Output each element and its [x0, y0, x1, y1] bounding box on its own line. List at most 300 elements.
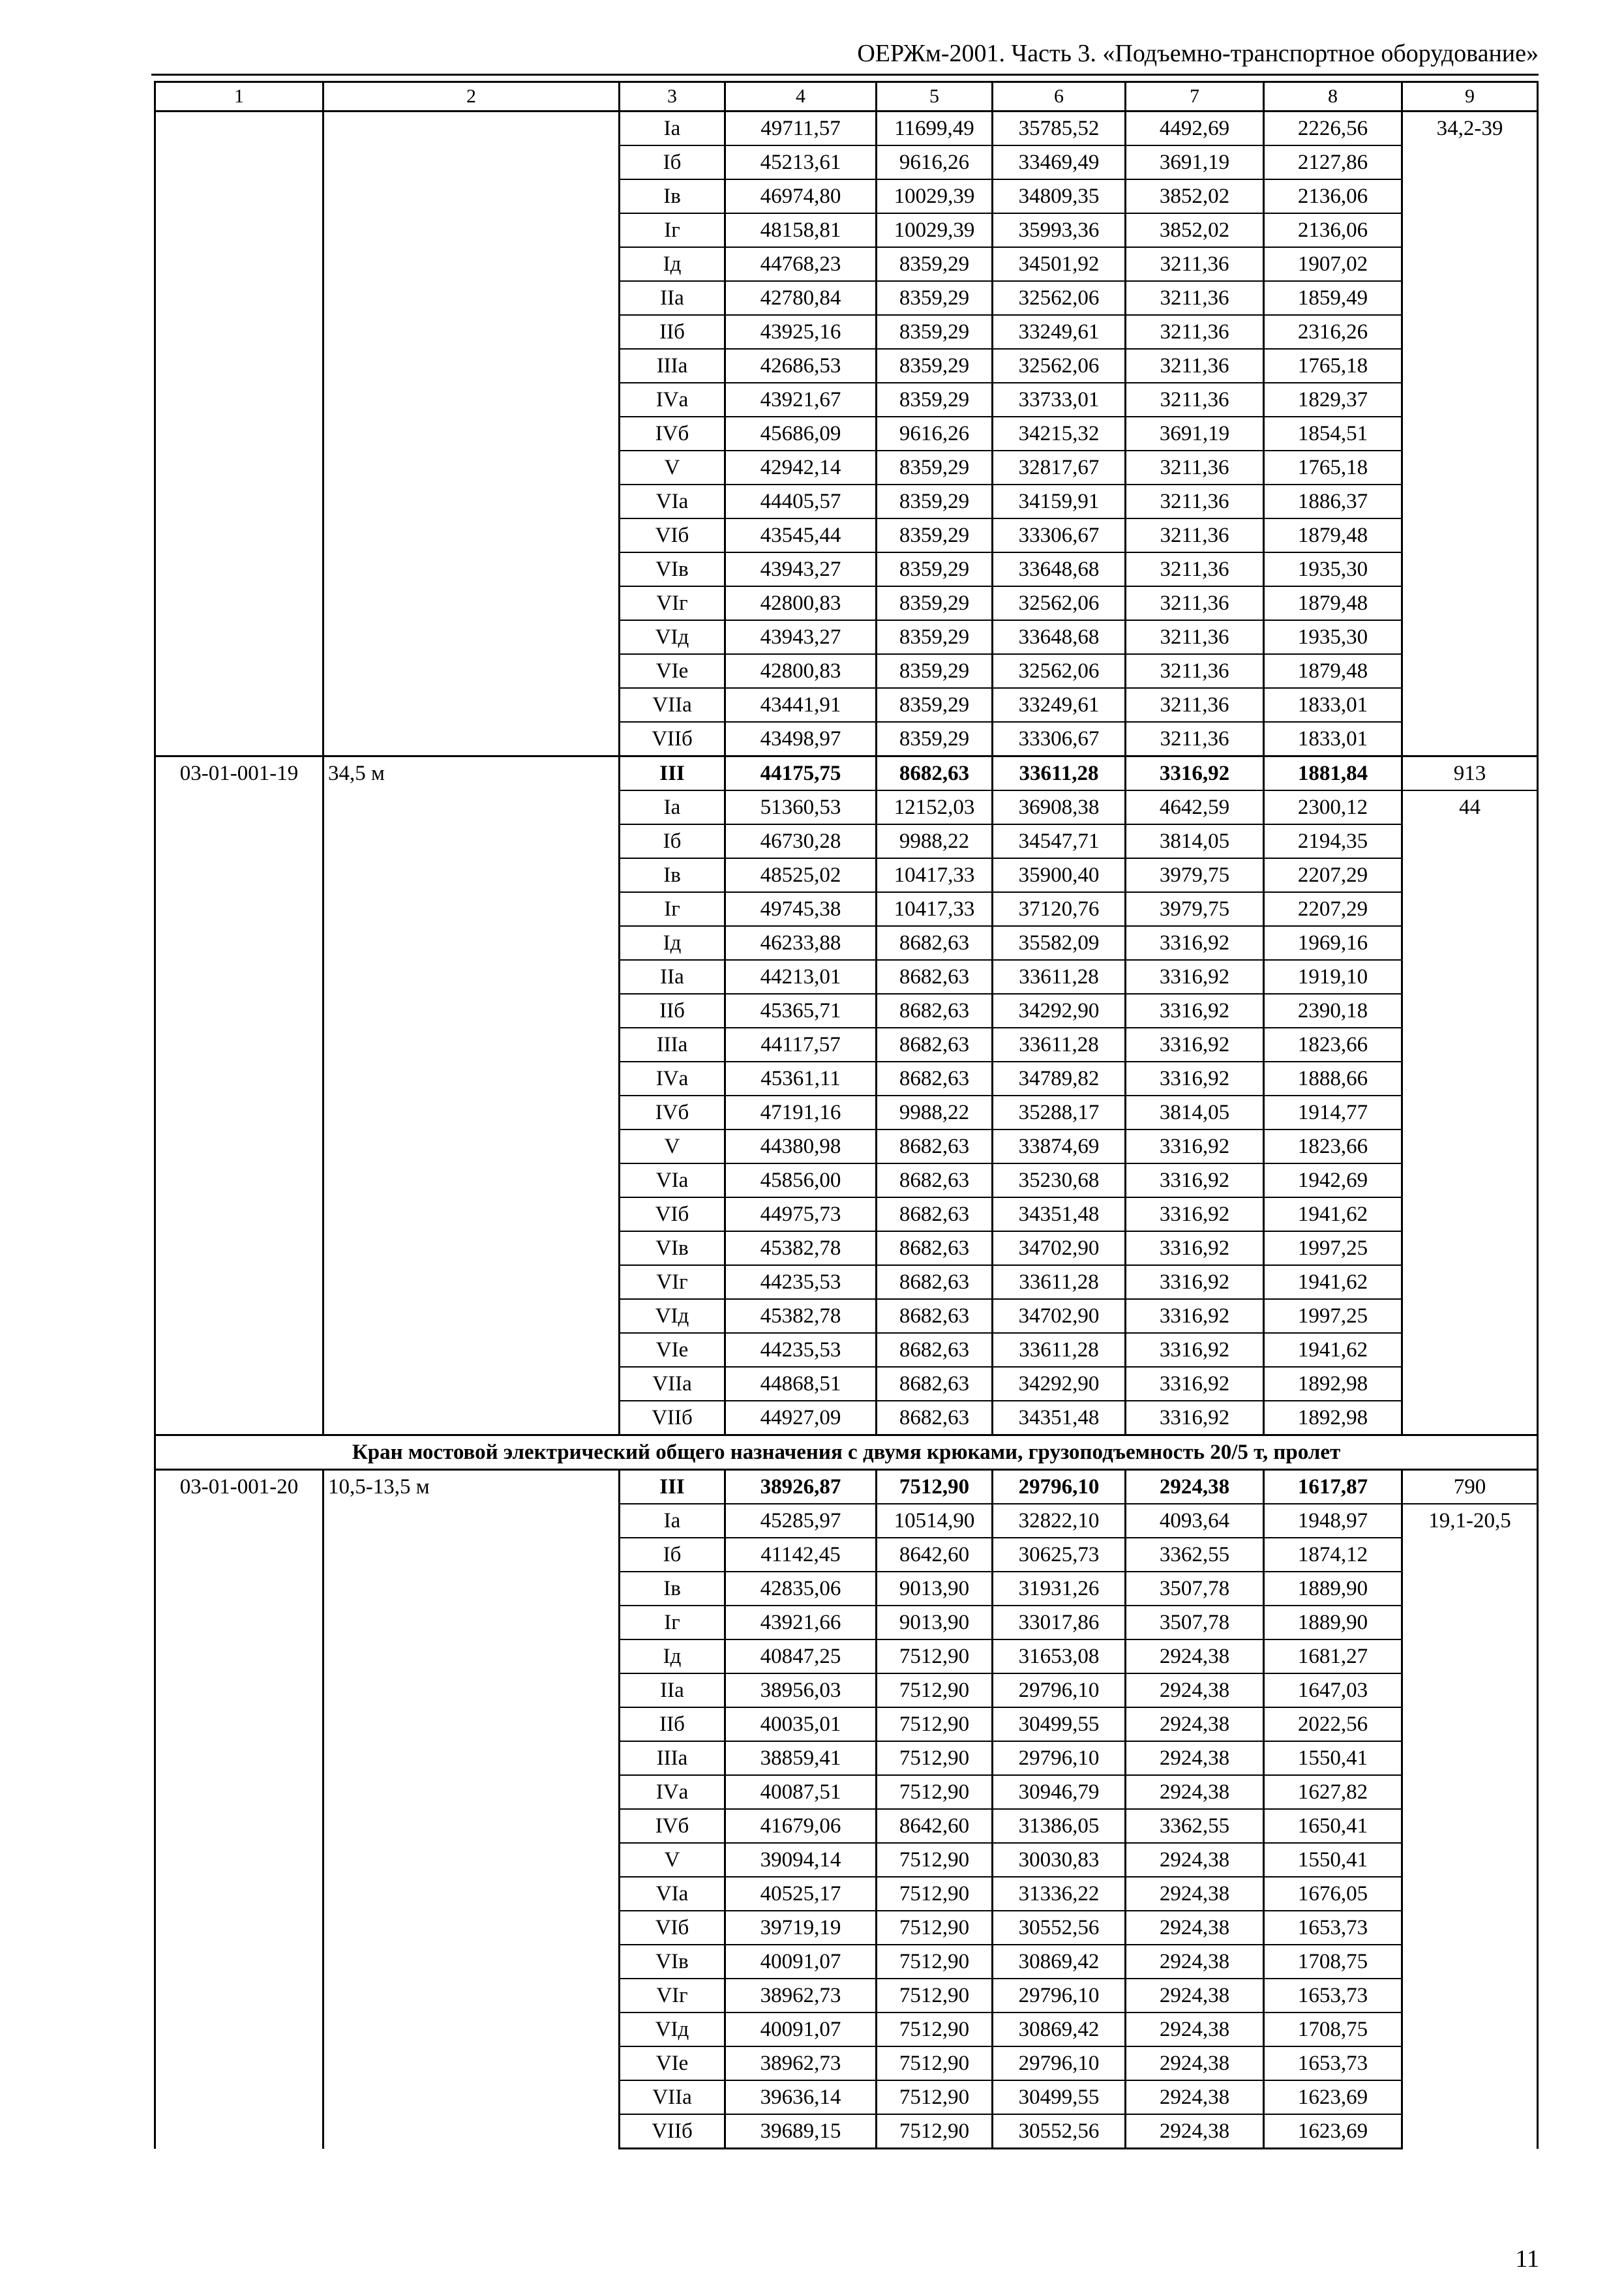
value-cell: 48525,02: [725, 858, 877, 892]
value-cell: 3316,92: [1126, 1163, 1264, 1197]
zone-code: III: [620, 1470, 725, 1504]
value-cell: 3316,92: [1126, 1333, 1264, 1367]
value-cell: 1919,10: [1264, 960, 1402, 994]
value-cell: 1647,03: [1264, 1673, 1402, 1707]
value-cell: 2924,38: [1126, 1979, 1264, 2012]
value-cell: 1942,69: [1264, 1163, 1402, 1197]
value-cell: 8642,60: [877, 1809, 993, 1843]
value-cell: 3362,55: [1126, 1809, 1264, 1843]
zone-code: IVб: [620, 417, 725, 451]
value-cell: 1935,30: [1264, 552, 1402, 586]
value-cell: 9013,90: [877, 1572, 993, 1606]
value-cell: 34702,90: [993, 1231, 1126, 1265]
zone-code: IIа: [620, 1673, 725, 1707]
value-cell: 8359,29: [877, 315, 993, 349]
value-cell: 42686,53: [725, 349, 877, 383]
value-cell: 3211,36: [1126, 315, 1264, 349]
value-cell: 3507,78: [1126, 1606, 1264, 1639]
value-cell: 33611,28: [993, 756, 1126, 791]
value-cell: 41142,45: [725, 1538, 877, 1572]
value-cell: 44235,53: [725, 1333, 877, 1367]
value-cell: 2924,38: [1126, 1673, 1264, 1707]
value-cell: 30030,83: [993, 1843, 1126, 1877]
value-cell: 30499,55: [993, 2080, 1126, 2114]
value-cell: 33469,49: [993, 145, 1126, 179]
value-cell: 3211,36: [1126, 383, 1264, 417]
value-cell: 31336,22: [993, 1877, 1126, 1911]
value-cell: 30552,56: [993, 2114, 1126, 2149]
col9-note: 34,2-39: [1402, 112, 1538, 756]
value-cell: 8682,63: [877, 1163, 993, 1197]
value-cell: 44405,57: [725, 485, 877, 518]
value-cell: 2300,12: [1264, 790, 1402, 824]
zone-code: VIд: [620, 1299, 725, 1333]
zone-code: Iг: [620, 892, 725, 926]
value-cell: 7512,90: [877, 2046, 993, 2080]
value-cell: 3691,19: [1126, 145, 1264, 179]
value-cell: 34501,92: [993, 247, 1126, 281]
value-cell: 2194,35: [1264, 824, 1402, 858]
zone-code: VIе: [620, 654, 725, 688]
zone-code: Iв: [620, 858, 725, 892]
zone-code: IVб: [620, 1096, 725, 1130]
value-cell: 44868,51: [725, 1367, 877, 1401]
item-code: [155, 112, 323, 756]
value-cell: 8682,63: [877, 1367, 993, 1401]
zone-code: VIа: [620, 485, 725, 518]
value-cell: 2226,56: [1264, 112, 1402, 146]
value-cell: 8682,63: [877, 756, 993, 791]
value-cell: 1892,98: [1264, 1367, 1402, 1401]
col9-note: 19,1-20,5: [1402, 1504, 1538, 2149]
value-cell: 1627,82: [1264, 1775, 1402, 1809]
value-cell: 1765,18: [1264, 349, 1402, 383]
value-cell: 9616,26: [877, 417, 993, 451]
page-number: 11: [1515, 2245, 1539, 2273]
zone-code: Iд: [620, 926, 725, 960]
value-cell: 39094,14: [725, 1843, 877, 1877]
value-cell: 2316,26: [1264, 315, 1402, 349]
column-number: 3: [620, 82, 725, 112]
zone-code: VIIб: [620, 2114, 725, 2149]
value-cell: 2924,38: [1126, 1741, 1264, 1775]
value-cell: 33733,01: [993, 383, 1126, 417]
value-cell: 1623,69: [1264, 2114, 1402, 2149]
value-cell: 3814,05: [1126, 1096, 1264, 1130]
value-cell: 3316,92: [1126, 1028, 1264, 1062]
value-cell: 3211,36: [1126, 349, 1264, 383]
section-title-row: [155, 1435, 1538, 1470]
value-cell: 1623,69: [1264, 2080, 1402, 2114]
value-cell: 8359,29: [877, 383, 993, 417]
value-cell: 32562,06: [993, 281, 1126, 315]
value-cell: 9616,26: [877, 145, 993, 179]
value-cell: 43441,91: [725, 688, 877, 722]
value-cell: 7512,90: [877, 1945, 993, 1979]
item-code: 03-01-001-20: [155, 1470, 323, 2149]
value-cell: 8682,63: [877, 1231, 993, 1265]
value-cell: 35900,40: [993, 858, 1126, 892]
value-cell: 3211,36: [1126, 620, 1264, 654]
col9-note: 44: [1402, 790, 1538, 1435]
zone-code: IIб: [620, 1707, 725, 1741]
zone-code: Iг: [620, 213, 725, 247]
value-cell: 48158,81: [725, 213, 877, 247]
value-cell: 11699,49: [877, 112, 993, 146]
zone-code: IIб: [620, 315, 725, 349]
value-cell: 7512,90: [877, 1470, 993, 1504]
value-cell: 33648,68: [993, 552, 1126, 586]
value-cell: 43943,27: [725, 552, 877, 586]
zone-code: VIIа: [620, 688, 725, 722]
zone-code: VIв: [620, 1945, 725, 1979]
value-cell: 3211,36: [1126, 247, 1264, 281]
value-cell: 44213,01: [725, 960, 877, 994]
column-number-row: [155, 82, 1538, 112]
value-cell: 43498,97: [725, 722, 877, 756]
zone-code: VIб: [620, 518, 725, 552]
value-cell: 2924,38: [1126, 2080, 1264, 2114]
value-cell: 39719,19: [725, 1911, 877, 1945]
value-cell: 33249,61: [993, 688, 1126, 722]
zone-code: VIе: [620, 1333, 725, 1367]
value-cell: 3814,05: [1126, 824, 1264, 858]
value-cell: 30869,42: [993, 2012, 1126, 2046]
value-cell: 34215,32: [993, 417, 1126, 451]
value-cell: 44117,57: [725, 1028, 877, 1062]
zone-code: Iд: [620, 1639, 725, 1673]
value-cell: 38859,41: [725, 1741, 877, 1775]
value-cell: 45382,78: [725, 1231, 877, 1265]
value-cell: 7512,90: [877, 2080, 993, 2114]
value-cell: 3852,02: [1126, 213, 1264, 247]
value-cell: 31653,08: [993, 1639, 1126, 1673]
price-table: [154, 81, 1539, 2149]
value-cell: 8359,29: [877, 247, 993, 281]
value-cell: 1708,75: [1264, 2012, 1402, 2046]
zone-code: VIб: [620, 1197, 725, 1231]
value-cell: 3316,92: [1126, 1265, 1264, 1299]
value-cell: 1874,12: [1264, 1538, 1402, 1572]
section-title: Кран мостовой электрический общего назначения с двумя крюками, грузоподъемность 20/5 т, пролет: [155, 1435, 1538, 1470]
value-cell: 42942,14: [725, 451, 877, 485]
value-cell: 3316,92: [1126, 1062, 1264, 1096]
value-cell: 2136,06: [1264, 179, 1402, 213]
value-cell: 2924,38: [1126, 1911, 1264, 1945]
value-cell: 7512,90: [877, 1639, 993, 1673]
column-number: 8: [1264, 82, 1402, 112]
value-cell: 44235,53: [725, 1265, 877, 1299]
value-cell: 34809,35: [993, 179, 1126, 213]
table-row-main: [155, 1470, 1538, 1504]
value-cell: 34292,90: [993, 1367, 1126, 1401]
zone-code: VIд: [620, 2012, 725, 2046]
column-number: 9: [1402, 82, 1538, 112]
value-cell: 29796,10: [993, 1470, 1126, 1504]
value-cell: 3316,92: [1126, 1231, 1264, 1265]
value-cell: 39636,14: [725, 2080, 877, 2114]
zone-code: Iб: [620, 824, 725, 858]
value-cell: 8359,29: [877, 654, 993, 688]
value-cell: 8682,63: [877, 1028, 993, 1062]
zone-code: IIа: [620, 960, 725, 994]
value-cell: 38962,73: [725, 1979, 877, 2012]
value-cell: 8359,29: [877, 620, 993, 654]
value-cell: 1653,73: [1264, 1979, 1402, 2012]
value-cell: 43943,27: [725, 620, 877, 654]
zone-code: Iб: [620, 145, 725, 179]
value-cell: 3362,55: [1126, 1538, 1264, 1572]
value-cell: 8682,63: [877, 1299, 993, 1333]
value-cell: 3316,92: [1126, 1299, 1264, 1333]
value-cell: 34702,90: [993, 1299, 1126, 1333]
value-cell: 3979,75: [1126, 858, 1264, 892]
value-cell: 33611,28: [993, 960, 1126, 994]
value-cell: 2207,29: [1264, 892, 1402, 926]
table-row-main: [155, 756, 1538, 791]
value-cell: 8682,63: [877, 1333, 993, 1367]
zone-code: VIг: [620, 1979, 725, 2012]
value-cell: 46730,28: [725, 824, 877, 858]
value-cell: 43921,66: [725, 1606, 877, 1639]
value-cell: 1889,90: [1264, 1606, 1402, 1639]
value-cell: 7512,90: [877, 1741, 993, 1775]
zone-code: VIб: [620, 1911, 725, 1945]
value-cell: 33017,86: [993, 1606, 1126, 1639]
value-cell: 1879,48: [1264, 654, 1402, 688]
value-cell: 45686,09: [725, 417, 877, 451]
value-cell: 3316,92: [1126, 1197, 1264, 1231]
value-cell: 35230,68: [993, 1163, 1126, 1197]
value-cell: 1765,18: [1264, 451, 1402, 485]
value-cell: 1859,49: [1264, 281, 1402, 315]
value-cell: 1550,41: [1264, 1843, 1402, 1877]
value-cell: 2127,86: [1264, 145, 1402, 179]
value-cell: 2924,38: [1126, 2114, 1264, 2149]
value-cell: 8682,63: [877, 1265, 993, 1299]
zone-code: IVа: [620, 383, 725, 417]
value-cell: 1879,48: [1264, 586, 1402, 620]
value-cell: 34159,91: [993, 485, 1126, 518]
zone-code: VIд: [620, 620, 725, 654]
value-cell: 1881,84: [1264, 756, 1402, 791]
value-cell: 3211,36: [1126, 451, 1264, 485]
value-cell: 32817,67: [993, 451, 1126, 485]
value-cell: 3211,36: [1126, 654, 1264, 688]
value-cell: 33306,67: [993, 518, 1126, 552]
value-cell: 1969,16: [1264, 926, 1402, 960]
value-cell: 8359,29: [877, 485, 993, 518]
value-cell: 8359,29: [877, 688, 993, 722]
value-cell: 32822,10: [993, 1504, 1126, 1538]
value-cell: 40035,01: [725, 1707, 877, 1741]
value-cell: 2924,38: [1126, 1775, 1264, 1809]
value-cell: 51360,53: [725, 790, 877, 824]
value-cell: 3979,75: [1126, 892, 1264, 926]
value-cell: 10417,33: [877, 858, 993, 892]
column-number: 4: [725, 82, 877, 112]
zone-code: VIг: [620, 1265, 725, 1299]
value-cell: 10029,39: [877, 213, 993, 247]
value-cell: 3211,36: [1126, 586, 1264, 620]
zone-code: Iа: [620, 112, 725, 146]
value-cell: 3211,36: [1126, 552, 1264, 586]
value-cell: 8359,29: [877, 518, 993, 552]
value-cell: 1997,25: [1264, 1231, 1402, 1265]
zone-code: Iб: [620, 1538, 725, 1572]
value-cell: 8682,63: [877, 960, 993, 994]
column-number: 1: [155, 82, 323, 112]
zone-code: IIб: [620, 994, 725, 1028]
value-cell: 44380,98: [725, 1130, 877, 1163]
value-cell: 32562,06: [993, 654, 1126, 688]
value-cell: 42835,06: [725, 1572, 877, 1606]
value-cell: 46974,80: [725, 179, 877, 213]
value-cell: 8682,63: [877, 1130, 993, 1163]
header-rule: [151, 74, 1539, 76]
value-cell: 3316,92: [1126, 960, 1264, 994]
value-cell: 3507,78: [1126, 1572, 1264, 1606]
value-cell: 33874,69: [993, 1130, 1126, 1163]
value-cell: 43545,44: [725, 518, 877, 552]
value-cell: 7512,90: [877, 2114, 993, 2149]
item-name: [323, 112, 620, 756]
value-cell: 1653,73: [1264, 2046, 1402, 2080]
value-cell: 1550,41: [1264, 1741, 1402, 1775]
value-cell: 2390,18: [1264, 994, 1402, 1028]
zone-code: VIIб: [620, 1401, 725, 1435]
value-cell: 1948,97: [1264, 1504, 1402, 1538]
zone-code: VIг: [620, 586, 725, 620]
zone-code: VIв: [620, 1231, 725, 1265]
value-cell: 1833,01: [1264, 722, 1402, 756]
value-cell: 40525,17: [725, 1877, 877, 1911]
value-cell: 1892,98: [1264, 1401, 1402, 1435]
value-cell: 34547,71: [993, 824, 1126, 858]
value-cell: 7512,90: [877, 1775, 993, 1809]
value-cell: 2924,38: [1126, 1639, 1264, 1673]
value-cell: 3316,92: [1126, 1130, 1264, 1163]
value-cell: 45856,00: [725, 1163, 877, 1197]
value-cell: 29796,10: [993, 1673, 1126, 1707]
zone-code: III: [620, 756, 725, 791]
value-cell: 33611,28: [993, 1333, 1126, 1367]
value-cell: 8682,63: [877, 926, 993, 960]
value-cell: 35993,36: [993, 213, 1126, 247]
zone-code: IIIа: [620, 1028, 725, 1062]
value-cell: 35288,17: [993, 1096, 1126, 1130]
zone-code: VIв: [620, 552, 725, 586]
column-number: 2: [323, 82, 620, 112]
value-cell: 2207,29: [1264, 858, 1402, 892]
value-cell: 8682,63: [877, 994, 993, 1028]
value-cell: 1941,62: [1264, 1333, 1402, 1367]
value-cell: 30552,56: [993, 1911, 1126, 1945]
table-body: [155, 82, 1538, 2149]
value-cell: 3211,36: [1126, 518, 1264, 552]
value-cell: 10514,90: [877, 1504, 993, 1538]
value-cell: 8359,29: [877, 451, 993, 485]
value-cell: 1907,02: [1264, 247, 1402, 281]
value-cell: 40091,07: [725, 1945, 877, 1979]
value-cell: 1997,25: [1264, 1299, 1402, 1333]
value-cell: 3211,36: [1126, 281, 1264, 315]
value-cell: 34351,48: [993, 1197, 1126, 1231]
value-cell: 2924,38: [1126, 1945, 1264, 1979]
value-cell: 45213,61: [725, 145, 877, 179]
column-number: 6: [993, 82, 1126, 112]
value-cell: 35582,09: [993, 926, 1126, 960]
value-cell: 40087,51: [725, 1775, 877, 1809]
value-cell: 2022,56: [1264, 1707, 1402, 1741]
item-name: 34,5 м: [323, 756, 620, 1435]
value-cell: 33648,68: [993, 620, 1126, 654]
value-cell: 32562,06: [993, 586, 1126, 620]
value-cell: 8682,63: [877, 1401, 993, 1435]
value-cell: 29796,10: [993, 1979, 1126, 2012]
value-cell: 1823,66: [1264, 1130, 1402, 1163]
value-cell: 1889,90: [1264, 1572, 1402, 1606]
value-cell: 10029,39: [877, 179, 993, 213]
value-cell: 33306,67: [993, 722, 1126, 756]
zone-code: IIа: [620, 281, 725, 315]
value-cell: 41679,06: [725, 1809, 877, 1843]
value-cell: 7512,90: [877, 1707, 993, 1741]
value-cell: 3316,92: [1126, 756, 1264, 791]
value-cell: 38962,73: [725, 2046, 877, 2080]
value-cell: 2924,38: [1126, 1470, 1264, 1504]
value-cell: 2924,38: [1126, 2012, 1264, 2046]
value-cell: 1653,73: [1264, 1911, 1402, 1945]
zone-code: VIа: [620, 1877, 725, 1911]
zone-code: Iа: [620, 1504, 725, 1538]
value-cell: 2924,38: [1126, 1707, 1264, 1741]
value-cell: 38956,03: [725, 1673, 877, 1707]
value-cell: 35785,52: [993, 112, 1126, 146]
value-cell: 42800,83: [725, 654, 877, 688]
value-cell: 37120,76: [993, 892, 1126, 926]
value-cell: 45365,71: [725, 994, 877, 1028]
column-number: 5: [877, 82, 993, 112]
value-cell: 7512,90: [877, 1673, 993, 1707]
value-cell: 8359,29: [877, 281, 993, 315]
value-cell: 29796,10: [993, 2046, 1126, 2080]
value-cell: 29796,10: [993, 1741, 1126, 1775]
value-cell: 8359,29: [877, 722, 993, 756]
value-cell: 30946,79: [993, 1775, 1126, 1809]
value-cell: 1617,87: [1264, 1470, 1402, 1504]
value-cell: 2924,38: [1126, 2046, 1264, 2080]
value-cell: 1829,37: [1264, 383, 1402, 417]
value-cell: 8359,29: [877, 552, 993, 586]
value-cell: 10417,33: [877, 892, 993, 926]
zone-code: IVб: [620, 1809, 725, 1843]
zone-code: VIIа: [620, 2080, 725, 2114]
value-cell: 45285,97: [725, 1504, 877, 1538]
mass-cell: 790: [1402, 1470, 1538, 1504]
value-cell: 3316,92: [1126, 1367, 1264, 1401]
value-cell: 8682,63: [877, 1197, 993, 1231]
zone-code: IIIа: [620, 349, 725, 383]
value-cell: 1823,66: [1264, 1028, 1402, 1062]
value-cell: 3691,19: [1126, 417, 1264, 451]
zone-code: Iд: [620, 247, 725, 281]
value-cell: 4093,64: [1126, 1504, 1264, 1538]
value-cell: 43921,67: [725, 383, 877, 417]
value-cell: 7512,90: [877, 1877, 993, 1911]
value-cell: 12152,03: [877, 790, 993, 824]
value-cell: 1879,48: [1264, 518, 1402, 552]
